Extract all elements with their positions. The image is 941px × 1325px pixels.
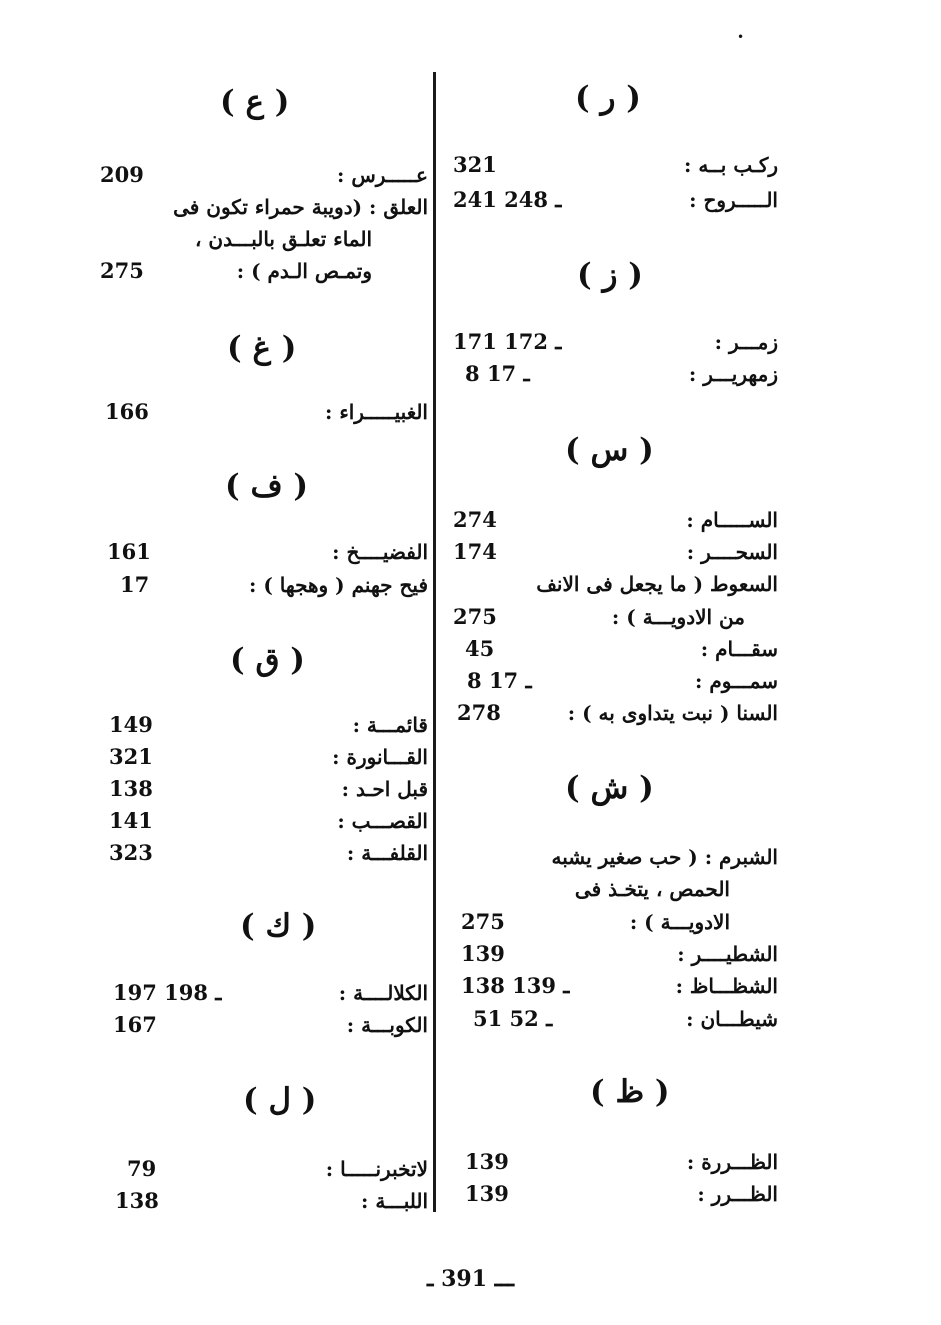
index-entry: القلفـــة : 323 <box>109 840 428 865</box>
section-header-ayn: ( ع ) <box>220 84 290 120</box>
index-entry: الكلالــــة : 197 ـ 198 <box>113 980 428 1005</box>
index-entry: الشظـــاظ : 138 ـ 139 <box>461 973 778 998</box>
index-entry: الماء تعلـق بالبـــدن ، <box>195 227 372 251</box>
index-entry: قبل احـد : 138 <box>109 776 428 801</box>
index-entry: من الادويـــة ) : 275 <box>453 604 745 629</box>
index-entry: الـــــروح : 241 ـ 248 <box>453 187 778 212</box>
index-entry: الحمص ، يتخـذ فى <box>574 877 730 901</box>
index-entry: سقـــام : 45 <box>465 636 778 661</box>
index-entry: زمهريـــر : 8 ـ 17 <box>465 361 778 386</box>
index-entry: عـــــرس : 209 <box>100 162 428 187</box>
index-entry: سمـــوم : 8 ـ 17 <box>467 668 778 693</box>
index-entry: الفضيــــخ : 161 <box>107 539 428 564</box>
index-entry: اللبـــة : 138 <box>115 1188 428 1213</box>
index-entry: الســـــام : 274 <box>453 507 778 532</box>
index-entry: فيح جهنم ( وهجها ) : 17 <box>120 572 428 597</box>
section-header-fa: ( ف ) <box>225 468 309 504</box>
index-entry: لاتخبرنـــــا : 79 <box>127 1156 428 1181</box>
index-entry: ركـب بــه : 321 <box>453 152 778 177</box>
index-entry: الكوبـــة : 167 <box>113 1012 428 1037</box>
index-entry: شيطـــان : 51 ـ 52 <box>473 1006 778 1031</box>
index-entry: وتمـص الـدم ) : 275 <box>100 258 372 283</box>
section-header-sin: ( س ) <box>565 432 654 468</box>
stray-mark: • <box>737 30 745 44</box>
index-entry: زمـــر : 171 ـ 172 <box>453 329 778 354</box>
index-entry: القـــانورة : 321 <box>109 744 428 769</box>
section-header-ra: ( ر ) <box>575 80 641 116</box>
section-header-ghayn: ( غ ) <box>227 330 297 366</box>
index-entry: الغبيـــــراء : 166 <box>105 399 428 424</box>
index-entry: السنا ( نبت يتداوى به ) : 278 <box>457 700 778 725</box>
index-entry: الظـــرر : 139 <box>465 1181 778 1206</box>
page-number: ـــ 391 ـ <box>426 1266 515 1292</box>
index-entry: القصـــب : 141 <box>109 808 428 833</box>
section-header-lam: ( ل ) <box>243 1082 317 1118</box>
index-entry: الادويـــة ) : 275 <box>461 909 730 934</box>
index-entry: الشبرم : ( حب صغير يشبه <box>551 845 778 869</box>
index-entry: السحــــر : 174 <box>453 539 778 564</box>
index-entry: الظـــررة : 139 <box>465 1149 778 1174</box>
index-entry: الشطيــــر : 139 <box>461 941 778 966</box>
index-entry: قائمـــة : 149 <box>109 712 428 737</box>
section-header-zay: ( ز ) <box>577 257 643 293</box>
section-header-za: ( ظ ) <box>590 1074 670 1110</box>
section-header-shin: ( ش ) <box>565 770 654 806</box>
index-entry: العلق : (دويبة حمراء تكون فى <box>173 195 428 219</box>
section-header-qaf: ( ق ) <box>230 642 305 678</box>
section-header-kaf: ( ك ) <box>240 908 317 944</box>
index-entry: السعوط ( ما يجعل فى الانف <box>536 572 778 596</box>
